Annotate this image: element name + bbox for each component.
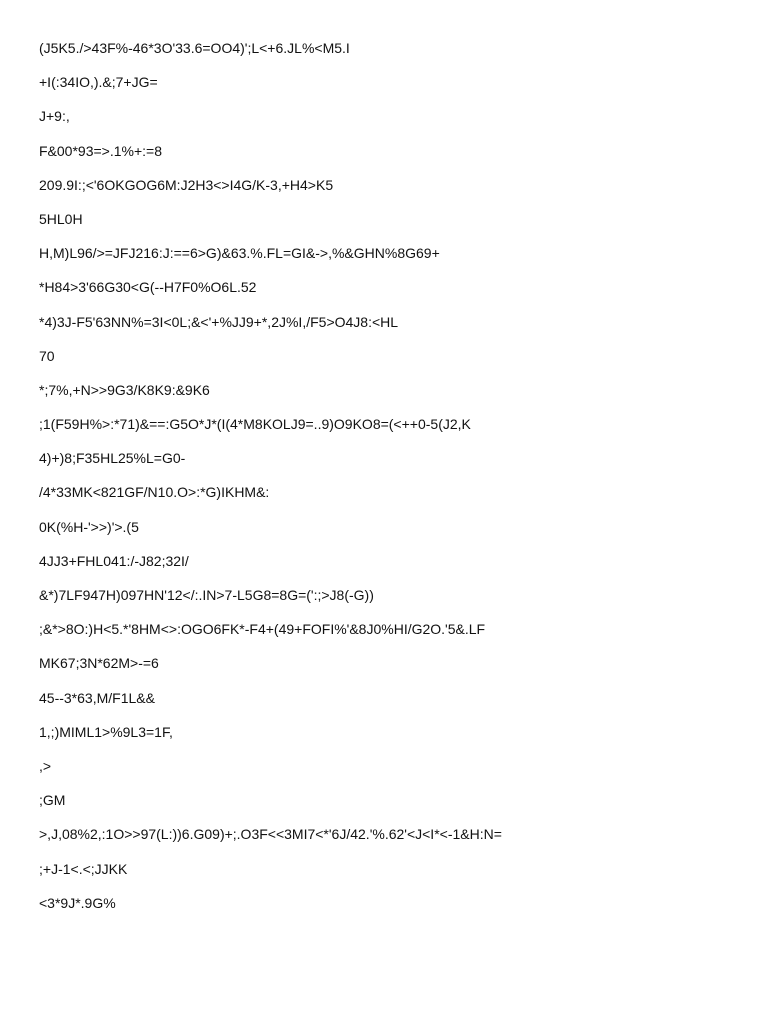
text-line: *;7%,+N>>9G3/K8K9:&9K6 xyxy=(39,381,210,398)
text-line: 209.9I:;<'6OKGOG6M:J2H3<>I4G/K-3,+H4>K5 xyxy=(39,176,334,193)
text-line: 4JJ3+FHL041:/-J82;32I/ xyxy=(39,552,189,569)
text-line: MK67;3N*62M>-=6 xyxy=(39,655,159,672)
text-line: ;GM xyxy=(39,792,66,809)
text-line: H,M)L96/>=JFJ216:J:==6>G)&63.%.FL=GI&->,%&GHN%8G69+ xyxy=(39,245,440,262)
text-line: ;+J-1<.<;JJKK xyxy=(39,860,128,877)
document-body xyxy=(39,40,739,929)
text-line: >,J,08%2,:1O>>97(L:))6.G09)+;.O3F<<3MI7<*'6J/42.'%.62'<J<I*<-1&H:N= xyxy=(39,826,502,843)
text-line: ,> xyxy=(39,757,52,774)
text-line: <3*9J*.9G% xyxy=(39,894,116,911)
text-line: 70 xyxy=(39,347,55,364)
text-line: +I(:34IO,).&;7+JG= xyxy=(39,74,158,91)
text-line: *H84>3'66G30<G(--H7F0%O6L.52 xyxy=(39,279,257,296)
text-line: J+9:, xyxy=(39,108,70,125)
text-line: 45--3*63,M/F1L&& xyxy=(39,689,155,706)
text-line: 4)+)8;F35HL25%L=G0- xyxy=(39,450,186,467)
text-line: 0K(%H-'>>)'>.(5 xyxy=(39,518,139,535)
text-line: (J5K5./>43F%-46*3O'33.6=OO4)';L<+6.JL%<M5.I xyxy=(39,40,350,56)
text-line: ;1(F59H%>:*71)&==:G5O*J*(I(4*M8KOLJ9=..9)O9KO8=(<++0-5(J2,K xyxy=(39,416,471,433)
text-line: 1,;)MIML1>%9L3=1F, xyxy=(39,723,173,740)
text-line: ;&*>8O:)H<5.*'8HM<>:OGO6FK*-F4+(49+FOFI%'&8J0%HI/G2O.'5&.LF xyxy=(39,621,486,638)
text-line: *4)3J-F5'63NN%=3I<0L;&<'+%JJ9+*,2J%I,/F5>O4J8:<HL xyxy=(39,313,399,330)
text-line: /4*33MK<821GF/N10.O>:*G)IKHM&: xyxy=(39,484,270,501)
text-line: &*)7LF947H)097HN'12</:.IN>7-L5G8=8G=(':;>J8(-G)) xyxy=(39,587,374,603)
text-line: 5HL0H xyxy=(39,210,83,227)
text-line: F&00*93=>.1%+:=8 xyxy=(39,142,162,159)
